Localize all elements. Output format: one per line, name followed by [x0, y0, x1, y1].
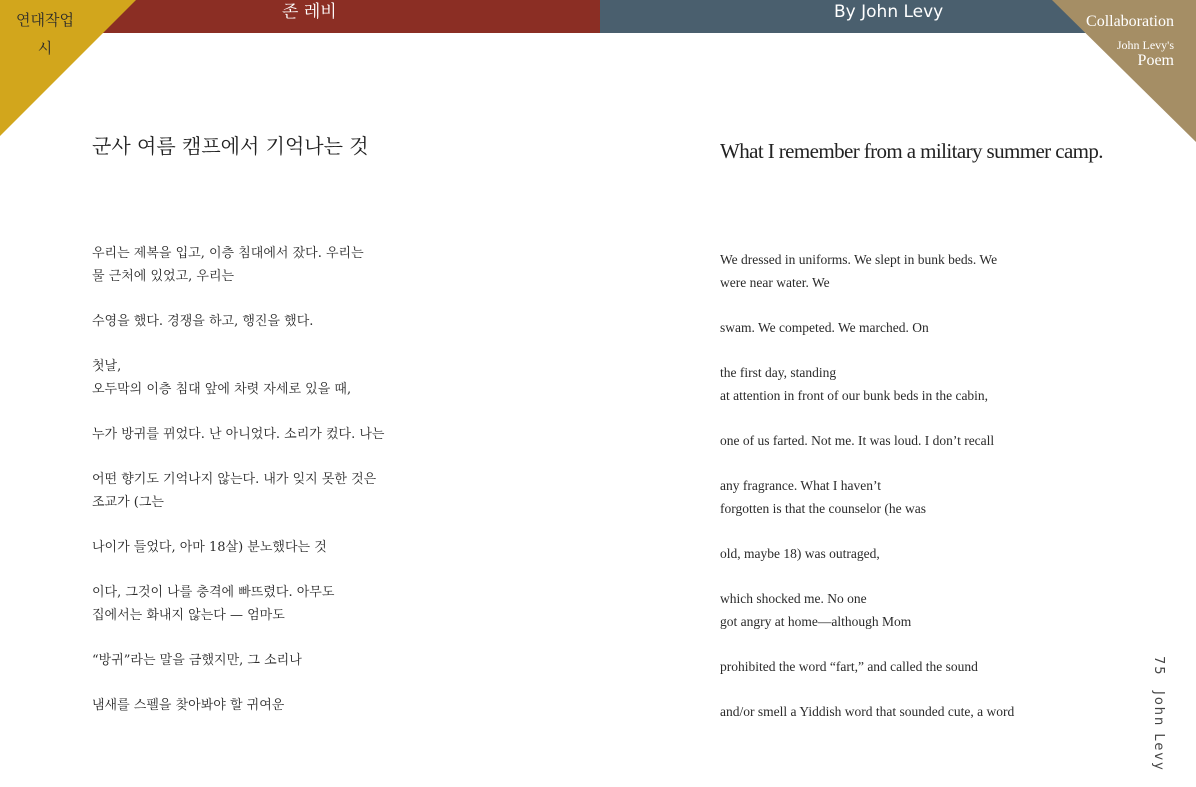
page-author: John Levy [1151, 690, 1166, 772]
poem-line: one of us farted. Not me. It was loud. I don’t recall [720, 433, 995, 448]
stanza [92, 649, 452, 672]
stanza [92, 536, 452, 559]
poem-line: 나이가 들었다, 아마 18살) 분노했다는 것 [92, 540, 327, 555]
stanza [92, 581, 452, 627]
stanza [92, 423, 452, 446]
poem-title-english: What I remember from a military summer camp. [720, 139, 1103, 163]
header-title-korean: 존 레비 [282, 2, 337, 22]
poem-body-english [720, 248, 1080, 745]
poem-line: any fragrance. What I haven’t [720, 478, 882, 493]
poem-line: “방귀”라는 말을 금했지만, 그 소리나 [92, 653, 302, 668]
section-label-line1: 연대작업 [16, 11, 74, 29]
poem-line: were near water. We [720, 275, 830, 290]
stanza [92, 310, 452, 333]
poem-line: 조교가 (그는 [92, 495, 164, 510]
stanza [92, 694, 452, 717]
stanza [720, 248, 1080, 294]
poem-line: forgotten is that the counselor (he was [720, 501, 926, 516]
poem-line: 수영을 했다. 경쟁을 하고, 행진을 했다. [92, 314, 314, 329]
poem-line: 오두막의 이층 침대 앞에 차렷 자세로 있을 때, [92, 382, 352, 397]
poem-line: 우리는 제복을 입고, 이층 침대에서 잤다. 우리는 [92, 246, 364, 261]
page-marker [1151, 656, 1166, 780]
poem-line: 이다, 그것이 나를 충격에 빠뜨렸다. 아무도 [92, 585, 335, 600]
stanza [720, 655, 1080, 678]
poem-line: 어떤 향기도 기억나지 않는다. 내가 잊지 못한 것은 [92, 472, 377, 487]
stanza [720, 361, 1080, 407]
poem-line: got angry at home—although Mom [720, 614, 912, 629]
section-label [0, 6, 90, 62]
stanza [92, 468, 452, 514]
stanza [720, 474, 1080, 520]
header-title-english: By John Levy [834, 2, 944, 22]
stanza [720, 316, 1080, 339]
poem-line: We dressed in uniforms. We slept in bunk beds. We [720, 252, 998, 267]
poem-line: at attention in front of our bunk beds in the cabin, [720, 388, 989, 403]
poem-line: 첫날, [92, 359, 122, 374]
poem-title-korean: 군사 여름 캠프에서 기억나는 것 [92, 134, 369, 158]
poem-line: 누가 방귀를 뀌었다. 난 아니었다. 소리가 컸다. 나는 [92, 427, 385, 442]
stanza [720, 429, 1080, 452]
stanza [720, 542, 1080, 565]
poem-body-korean [92, 242, 452, 739]
poem-line: swam. We competed. We marched. On [720, 320, 929, 335]
page-number: 75 [1151, 656, 1166, 677]
poem-line: prohibited the word “fart,” and called the sound [720, 659, 978, 674]
poem-line: which shocked me. No one [720, 591, 867, 606]
collaboration-label [1086, 12, 1174, 70]
poem-line: old, maybe 18) was outraged, [720, 546, 880, 561]
stanza [720, 587, 1080, 633]
stanza [92, 355, 452, 401]
collaboration-label-line2: John Levy's [1116, 38, 1174, 52]
stanza [92, 242, 452, 288]
poem-line: 냄새를 스펠을 찾아봐야 할 귀여운 [92, 698, 285, 713]
stanza [720, 700, 1080, 723]
section-label-line2: 시 [37, 39, 53, 57]
poem-line: 집에서는 화내지 않는다 — 엄마도 [92, 608, 285, 623]
collaboration-label-line3: Poem [1137, 52, 1174, 69]
poem-line: 물 근처에 있었고, 우리는 [92, 269, 235, 284]
poem-line: and/or smell a Yiddish word that sounded cute, a word [720, 704, 1015, 719]
poem-line: the first day, standing [720, 365, 837, 380]
collaboration-label-line1: Collaboration [1086, 13, 1174, 30]
